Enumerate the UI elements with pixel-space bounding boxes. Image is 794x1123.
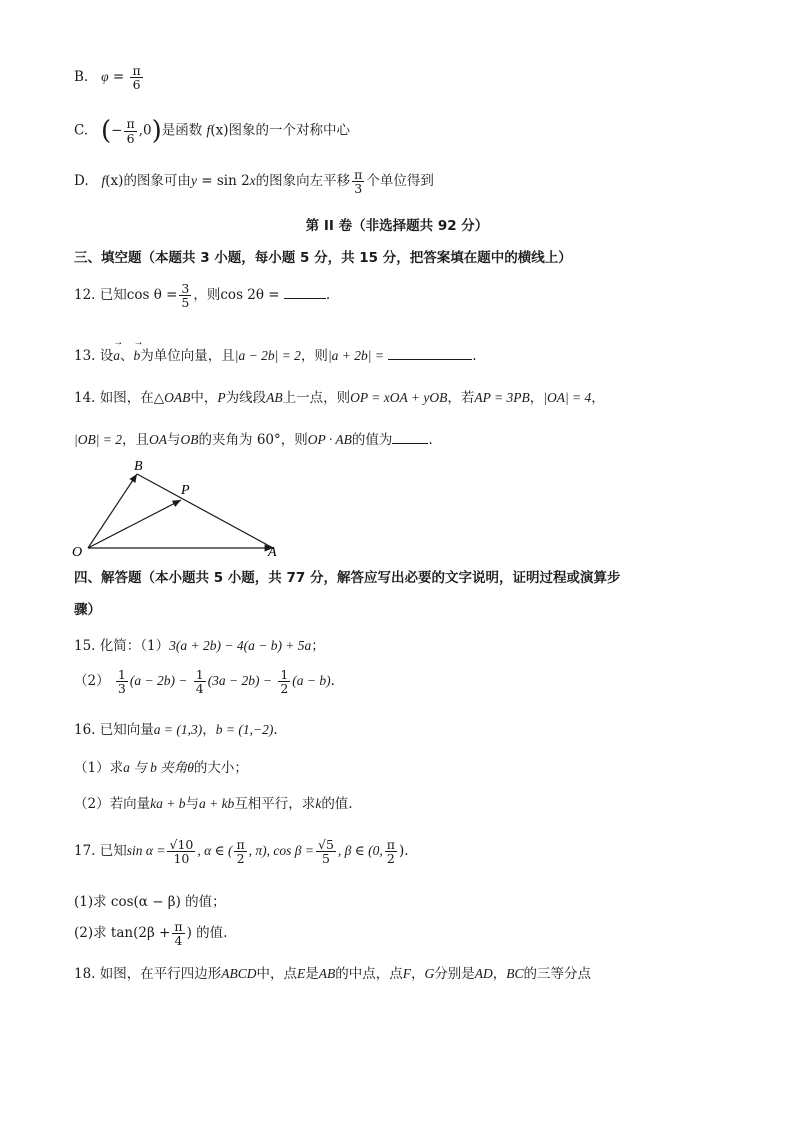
expr: |a + 2b| =: [327, 348, 384, 363]
option-b: [74, 64, 145, 91]
numerator: π: [354, 167, 363, 182]
expr: AP = 3PB: [474, 390, 530, 405]
expr: = sin 2: [196, 173, 250, 190]
text: 设: [99, 348, 114, 364]
numerator: 1: [280, 667, 289, 682]
section-4-title-cont: 骤）: [74, 602, 101, 618]
numerator: π: [174, 919, 183, 934]
expr: a 与 b 夹角: [123, 760, 188, 775]
numerator: 1: [195, 667, 204, 682]
text: ，: [411, 966, 425, 982]
question-number: 13.: [74, 348, 96, 364]
text: 已知: [99, 843, 127, 860]
expr: a = (1,3): [153, 722, 203, 737]
text: 如图，在平行四边形: [99, 966, 222, 982]
equals: =: [112, 69, 125, 86]
fraction: [130, 64, 142, 91]
text: 个单位得到: [366, 173, 434, 190]
expr: (a − b): [292, 673, 331, 689]
segment: BC: [506, 966, 524, 981]
option-c: [74, 116, 350, 146]
volume-title: 第 II 卷（非选择题共 92 分）: [305, 218, 489, 234]
expr: a + kb: [198, 796, 235, 811]
expr: 3(a + 2b) − 4(a − b) + 5a: [169, 638, 312, 653]
period: .: [330, 673, 335, 690]
text: (2)求 tan(2β +: [74, 925, 171, 942]
fraction: [316, 838, 336, 865]
question-13: [74, 344, 477, 364]
fraction: [179, 282, 191, 309]
text: 上一点，则: [282, 390, 351, 406]
expr: , π), cos β =: [248, 843, 314, 859]
answer-blank[interactable]: [388, 347, 472, 360]
point-e: E: [297, 966, 306, 981]
question-16: [74, 718, 278, 738]
numerator: π: [126, 116, 135, 132]
expr: , α ∈ (: [197, 843, 233, 859]
text: 分别是: [434, 966, 475, 982]
point-f: F: [402, 966, 412, 981]
text: 中，点: [256, 966, 298, 982]
expr: b = (1,−2): [215, 722, 274, 737]
coordinate: ,0: [138, 122, 152, 139]
option-d: [74, 168, 434, 195]
segment-op: [88, 500, 181, 548]
answer-blank[interactable]: [392, 431, 428, 444]
text: 互相平行，求: [234, 796, 316, 812]
section-3-title: 三、填空题（本题共 3 小题，每小题 5 分，共 15 分，把答案填在题中的横线上）: [74, 250, 572, 266]
option-label: D.: [74, 173, 89, 190]
phi-symbol: φ: [101, 69, 109, 85]
numerator: π: [236, 837, 245, 852]
point-g: G: [424, 966, 435, 981]
fraction: [278, 668, 290, 695]
denominator: 2: [280, 681, 289, 697]
text: 与: [185, 796, 199, 812]
triangle-figure: [68, 452, 288, 562]
text: ，则: [300, 348, 328, 364]
text: ，: [492, 966, 507, 982]
period: .: [273, 722, 278, 738]
text: 化简：（1）: [99, 638, 170, 654]
denominator: 3: [354, 181, 363, 197]
text: 已知: [99, 287, 127, 304]
question-16-part-1: [74, 756, 248, 776]
expr: cos 2θ =: [220, 287, 280, 304]
part-label: （2）: [74, 673, 110, 690]
fraction: [234, 838, 246, 865]
minus: −: [111, 122, 123, 139]
segment-ob: [88, 474, 137, 548]
question-number: 14.: [74, 390, 96, 406]
question-18: [74, 962, 591, 982]
period: .: [472, 348, 477, 364]
text: ，: [529, 390, 544, 406]
label-p: P: [181, 483, 190, 498]
vector-ob: OB: [180, 432, 199, 447]
text: 的图象可由: [123, 173, 191, 190]
question-14-line-2: [74, 428, 433, 448]
question-15-part-2: [74, 668, 335, 695]
numerator: √5: [318, 837, 334, 852]
expr: sin α =: [126, 843, 166, 859]
fraction: [352, 168, 364, 195]
var-k: k: [315, 796, 322, 811]
var-x: x: [249, 173, 256, 189]
text: ，: [202, 722, 216, 738]
denominator: 3: [117, 681, 126, 697]
option-label: B.: [74, 69, 89, 86]
paren: (: [101, 116, 112, 146]
denominator: 5: [181, 295, 190, 311]
fraction: [385, 838, 397, 865]
question-12: [74, 282, 330, 309]
text: 的值为: [351, 432, 393, 448]
text: 为单位向量，且: [140, 348, 235, 364]
period: .: [325, 287, 331, 304]
fraction: [167, 838, 195, 865]
question-15: [74, 634, 325, 654]
text: ).: [398, 843, 409, 860]
question-number: 18.: [74, 966, 96, 982]
section-4-title: 四、解答题（本小题共 5 小题，共 77 分，解答应写出必要的文字说明，证明过程或演算步: [74, 570, 621, 586]
text: 与: [167, 432, 181, 448]
expr: ka + b: [150, 796, 186, 811]
segment: AD: [474, 966, 493, 981]
numerator: 3: [181, 281, 190, 296]
text: 为线段: [225, 390, 267, 406]
denominator: 2: [236, 851, 245, 867]
function-f: f: [101, 173, 106, 189]
question-number: 17.: [74, 843, 96, 860]
text: 、: [120, 348, 134, 364]
paren: ): [151, 116, 162, 146]
var-y: y: [190, 173, 197, 189]
shape-name: ABCD: [221, 966, 257, 981]
expr: , β ∈ (0,: [337, 843, 383, 859]
question-17: [74, 838, 409, 865]
segment-ab: AB: [266, 390, 283, 405]
text: 的三等分点: [523, 966, 592, 982]
question-17-part-1: (1)求 cos(α − β) 的值；: [74, 894, 226, 910]
text: ，则: [193, 287, 221, 304]
question-number: 12.: [74, 287, 96, 304]
text: 的大小；: [193, 760, 248, 776]
text: ，若: [447, 390, 475, 406]
text: 已知向量: [99, 722, 154, 738]
denominator: 10: [173, 851, 190, 867]
text: 的夹角为 60°，则: [198, 432, 308, 448]
segment: AB: [318, 966, 336, 981]
text: 的值.: [321, 796, 353, 812]
text: ，: [591, 390, 605, 406]
text: （2）若向量: [74, 796, 151, 812]
expr: (a − 2b) −: [129, 673, 188, 689]
text: 中，: [190, 390, 218, 406]
denominator: 5: [321, 851, 330, 867]
numerator: √10: [169, 837, 194, 852]
text: 的图象向左平移: [255, 173, 351, 190]
text: 的中点，点: [335, 966, 403, 982]
question-16-part-2: [74, 792, 353, 812]
text: 是: [305, 966, 319, 982]
triangle-name: OAB: [164, 390, 191, 405]
question-17-part-2: [74, 920, 227, 947]
question-14: [74, 386, 605, 406]
numerator: π: [132, 63, 141, 78]
text: ，且: [122, 432, 150, 448]
fraction: [124, 117, 136, 144]
period: .: [428, 432, 433, 448]
segment-ba: [137, 474, 273, 548]
label-a: A: [268, 545, 277, 560]
fraction: [194, 668, 206, 695]
text: 是函数: [161, 122, 203, 139]
function-arg: (x): [210, 122, 229, 139]
theta: θ: [187, 760, 194, 775]
label-b: B: [134, 459, 143, 474]
expr: |a − 2b| = 2: [234, 348, 301, 363]
text: （1）求: [74, 760, 124, 776]
vector-oa: OA: [149, 432, 168, 447]
vector-a: → a: [113, 348, 120, 364]
text: 如图，在△: [99, 390, 165, 406]
numerator: 1: [117, 667, 126, 682]
denominator: 2: [386, 851, 395, 867]
denominator: 6: [126, 130, 135, 146]
expr: OP · AB: [307, 432, 352, 447]
function-arg: (x): [105, 173, 124, 190]
vector-b: → b: [134, 348, 141, 364]
expr: |OB| = 2: [74, 432, 123, 447]
function-f: f: [206, 122, 211, 138]
expr: (3a − 2b) −: [207, 673, 273, 689]
question-number: 16.: [74, 722, 96, 738]
text: 图象的一个对称中心: [228, 122, 350, 139]
answer-blank[interactable]: [284, 286, 326, 299]
text: ) 的值.: [186, 925, 228, 942]
option-label: C.: [74, 122, 89, 139]
expr: cos θ =: [126, 287, 178, 304]
expr: OP = xOA + yOB: [350, 390, 448, 405]
denominator: 6: [132, 77, 141, 93]
fraction: [172, 920, 184, 947]
fraction: [116, 668, 128, 695]
denominator: 4: [174, 933, 183, 949]
question-number: 15.: [74, 638, 96, 654]
numerator: π: [386, 837, 395, 852]
expr: |OA| = 4: [543, 390, 592, 405]
text: ；: [311, 638, 325, 654]
point-p: P: [217, 390, 226, 405]
denominator: 4: [195, 681, 204, 697]
label-o: O: [72, 545, 83, 560]
